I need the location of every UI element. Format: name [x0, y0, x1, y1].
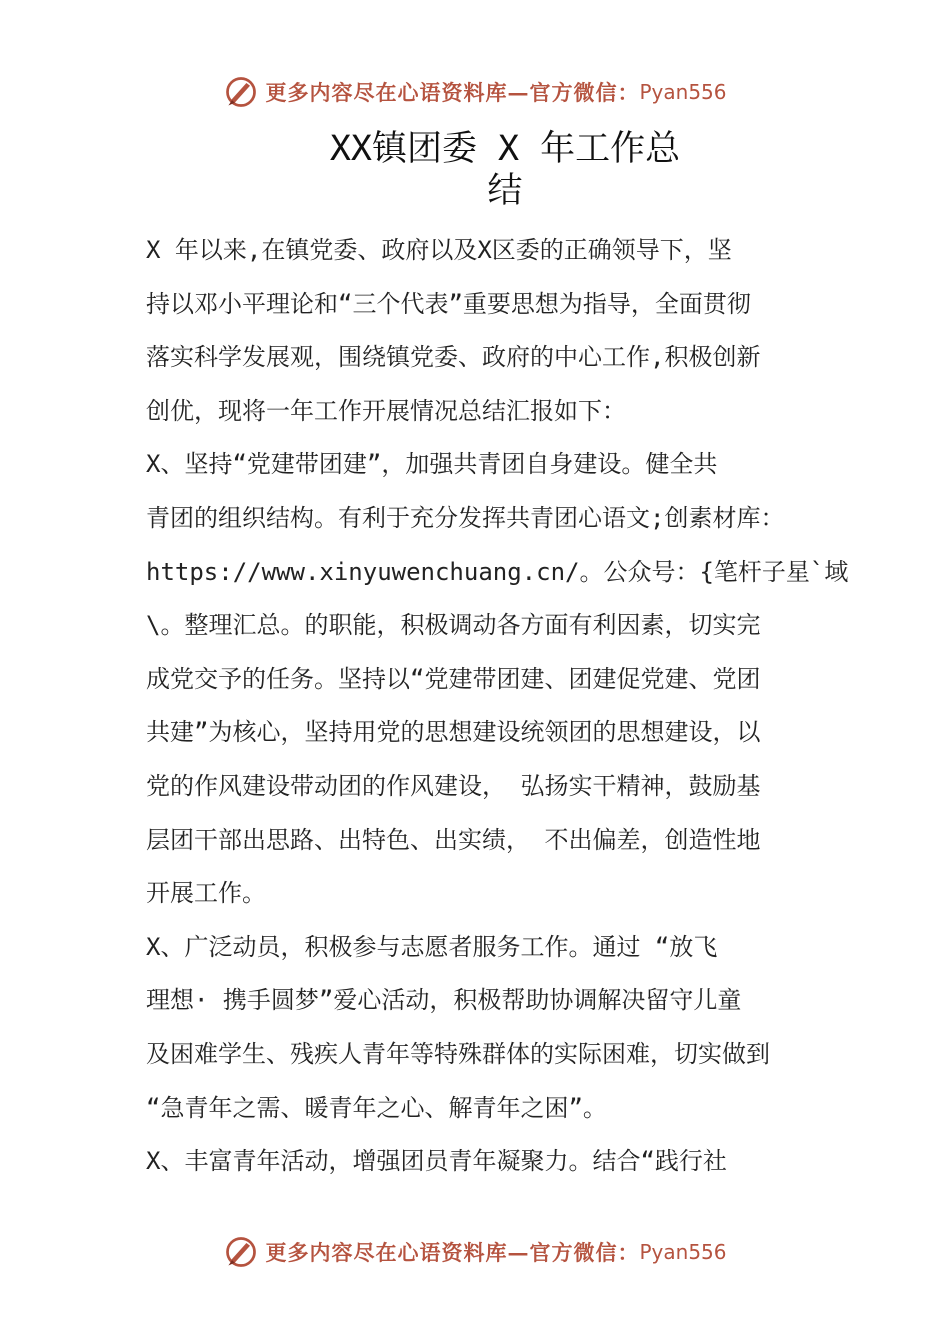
- pen-logo-icon: [223, 74, 259, 110]
- body-line: 党的作风建设带动团的作风建设， 弘扬实干精神，鼓励基: [146, 771, 761, 800]
- body-line: X、广泛动员，积极参与志愿者服务工作。通过 “放飞: [146, 932, 718, 961]
- body-line: https://www.xinyuwenchuang.cn/。公众号：{笔杆子星`域: [146, 557, 849, 586]
- body-line: 持以邓小平理论和“三个代表”重要思想为指导，全面贯彻: [146, 289, 751, 318]
- watermark-banner-bottom: [0, 1232, 950, 1272]
- body-line: \。整理汇总。的职能，积极调动各方面有利因素，切实完: [146, 611, 761, 640]
- body-line: 创优，现将一年工作开展情况总结汇报如下：: [146, 396, 626, 425]
- body-line: 理想· 携手圆梦”爱心活动，积极帮助协调解决留守儿童: [146, 986, 742, 1015]
- pen-logo-icon: [223, 1234, 259, 1270]
- document-title: [320, 128, 690, 212]
- body-line: X、坚持“党建带团建”，加强共青团自身建设。健全共: [146, 450, 718, 479]
- body-line: 共建”为核心，坚持用党的思想建设统领团的思想建设，以: [146, 718, 761, 747]
- body-line: “急青年之需、暖青年之心、解青年之困”。: [146, 1093, 607, 1122]
- body-line: 开展工作。: [146, 879, 266, 908]
- body-line: 成党交予的任务。坚持以“党建带团建、团建促党建、党团: [146, 664, 761, 693]
- watermark-wechat-id: Pyan556: [639, 1240, 727, 1264]
- watermark-text: 更多内容尽在心语资料库—官方微信：: [265, 1240, 640, 1265]
- body-line: 青团的组织结构。有利于充分发挥共青团心语文;创素材库：: [146, 503, 785, 532]
- document-body: [146, 224, 849, 1189]
- title-line-2: 结: [487, 171, 523, 211]
- watermark-text: 更多内容尽在心语资料库—官方微信：: [265, 80, 640, 105]
- title-line-1: XX镇团委 X 年工作总: [329, 129, 681, 169]
- body-line: 层团干部出思路、出特色、出实绩， 不出偏差，创造性地: [146, 825, 761, 854]
- body-line: 及困难学生、残疾人青年等特殊群体的实际困难，切实做到: [146, 1039, 770, 1068]
- body-line: 落实科学发展观，围绕镇党委、政府的中心工作,积极创新: [146, 343, 761, 372]
- body-line: X 年以来,在镇党委、政府以及X区委的正确领导下，坚: [146, 236, 732, 264]
- body-line: X、丰富青年活动，增强团员青年凝聚力。结合“践行社: [146, 1147, 727, 1176]
- watermark-wechat-id: Pyan556: [639, 80, 727, 104]
- watermark-banner-top: [0, 72, 950, 112]
